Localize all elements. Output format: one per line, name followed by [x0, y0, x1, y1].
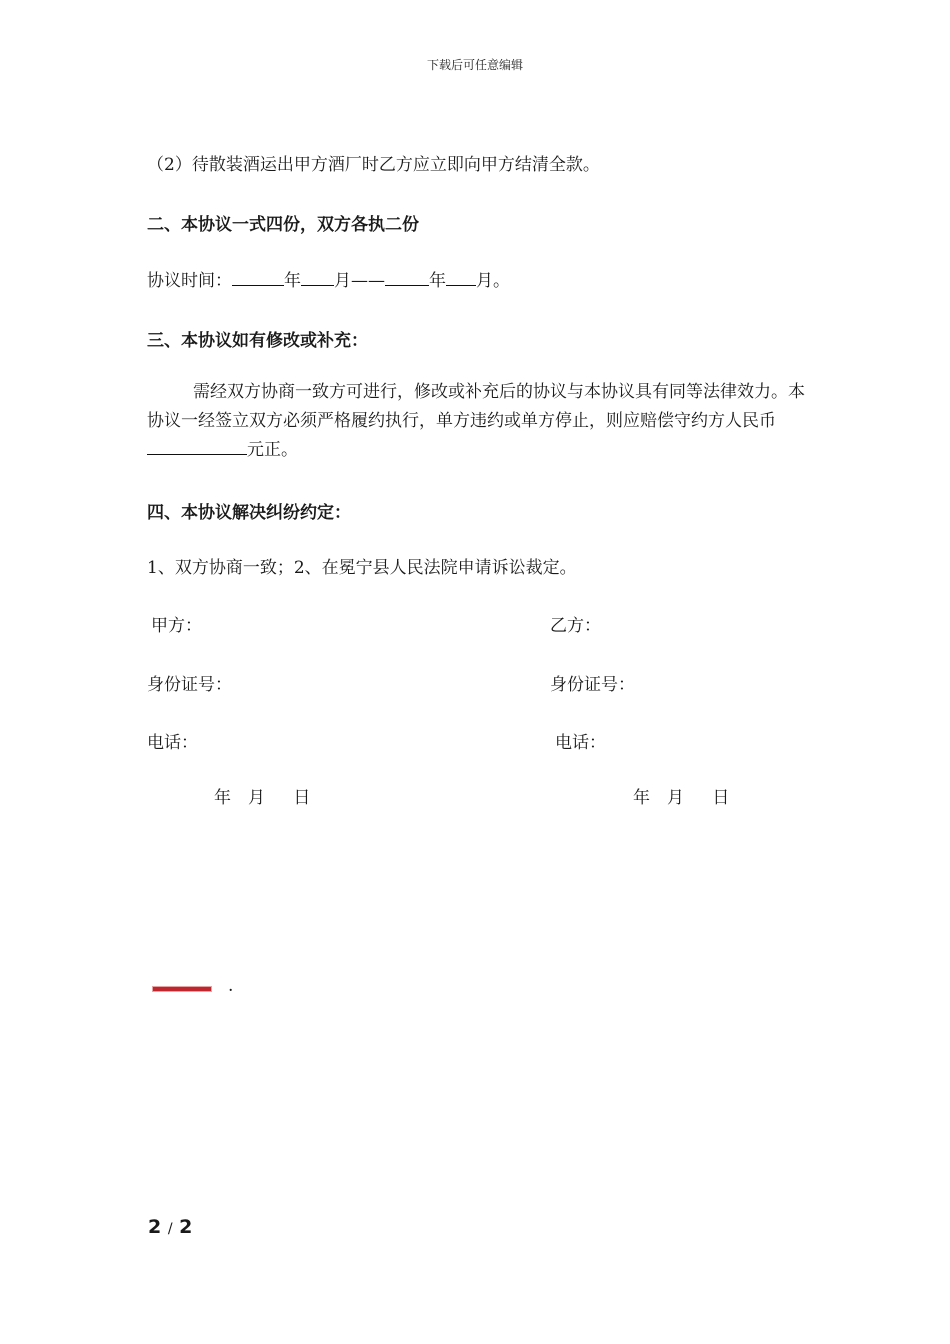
agreement-time-year-2: 年 [429, 271, 446, 291]
month-blank-1[interactable] [301, 271, 334, 286]
decorative-red-bar [152, 986, 212, 992]
clause-2-2: （2）待散装酒运出甲方酒厂时乙方应立即向甲方结清全款。 [147, 155, 600, 175]
month-blank-2[interactable] [446, 271, 476, 286]
agreement-time-line [147, 266, 510, 291]
agreement-time-month-2: 月。 [476, 271, 510, 291]
section-4-content: 1、双方协商一致；2、在冕宁县人民法院申请诉讼裁定。 [147, 558, 577, 578]
agreement-time-year-1: 年 [284, 271, 301, 291]
phone-a-label: 电话： [147, 733, 198, 753]
date-a: 年 月 日 [214, 788, 311, 808]
section-3-text-1: 需经双方协商一致方可进行，修改或补充后的协议与本协议具有同等法律效力。本协议一经签立双方必须严格履约执行，单方违约或单方停止，则应赔偿守约方人民币 [147, 382, 805, 431]
page-number [148, 1216, 192, 1238]
page-current: 2 [148, 1216, 162, 1238]
year-blank-2[interactable] [385, 271, 429, 286]
page-separator: / [167, 1221, 173, 1237]
party-a-label: 甲方： [151, 616, 202, 636]
agreement-time-month-1: 月—— [334, 271, 385, 291]
amount-blank[interactable] [147, 440, 247, 455]
id-number-a-label: 身份证号： [147, 675, 232, 695]
footer-dot: . [228, 976, 234, 996]
phone-b-label: 电话： [555, 733, 606, 753]
section-3-paragraph [147, 378, 807, 465]
party-b-label: 乙方： [550, 616, 601, 636]
section-3-text-2: 元正。 [247, 440, 298, 460]
page-header: 下载后可任意编辑 [426, 58, 523, 72]
section-3-heading: 三、本协议如有修改或补充： [147, 331, 368, 351]
section-4-heading: 四、本协议解决纠纷约定： [147, 503, 351, 523]
agreement-time-label: 协议时间： [147, 271, 232, 291]
date-b: 年 月 日 [633, 788, 730, 808]
section-2-heading: 二、本协议一式四份，双方各执二份 [147, 215, 419, 235]
id-number-b-label: 身份证号： [550, 675, 635, 695]
year-blank-1[interactable] [232, 271, 284, 286]
page-total: 2 [179, 1216, 193, 1238]
